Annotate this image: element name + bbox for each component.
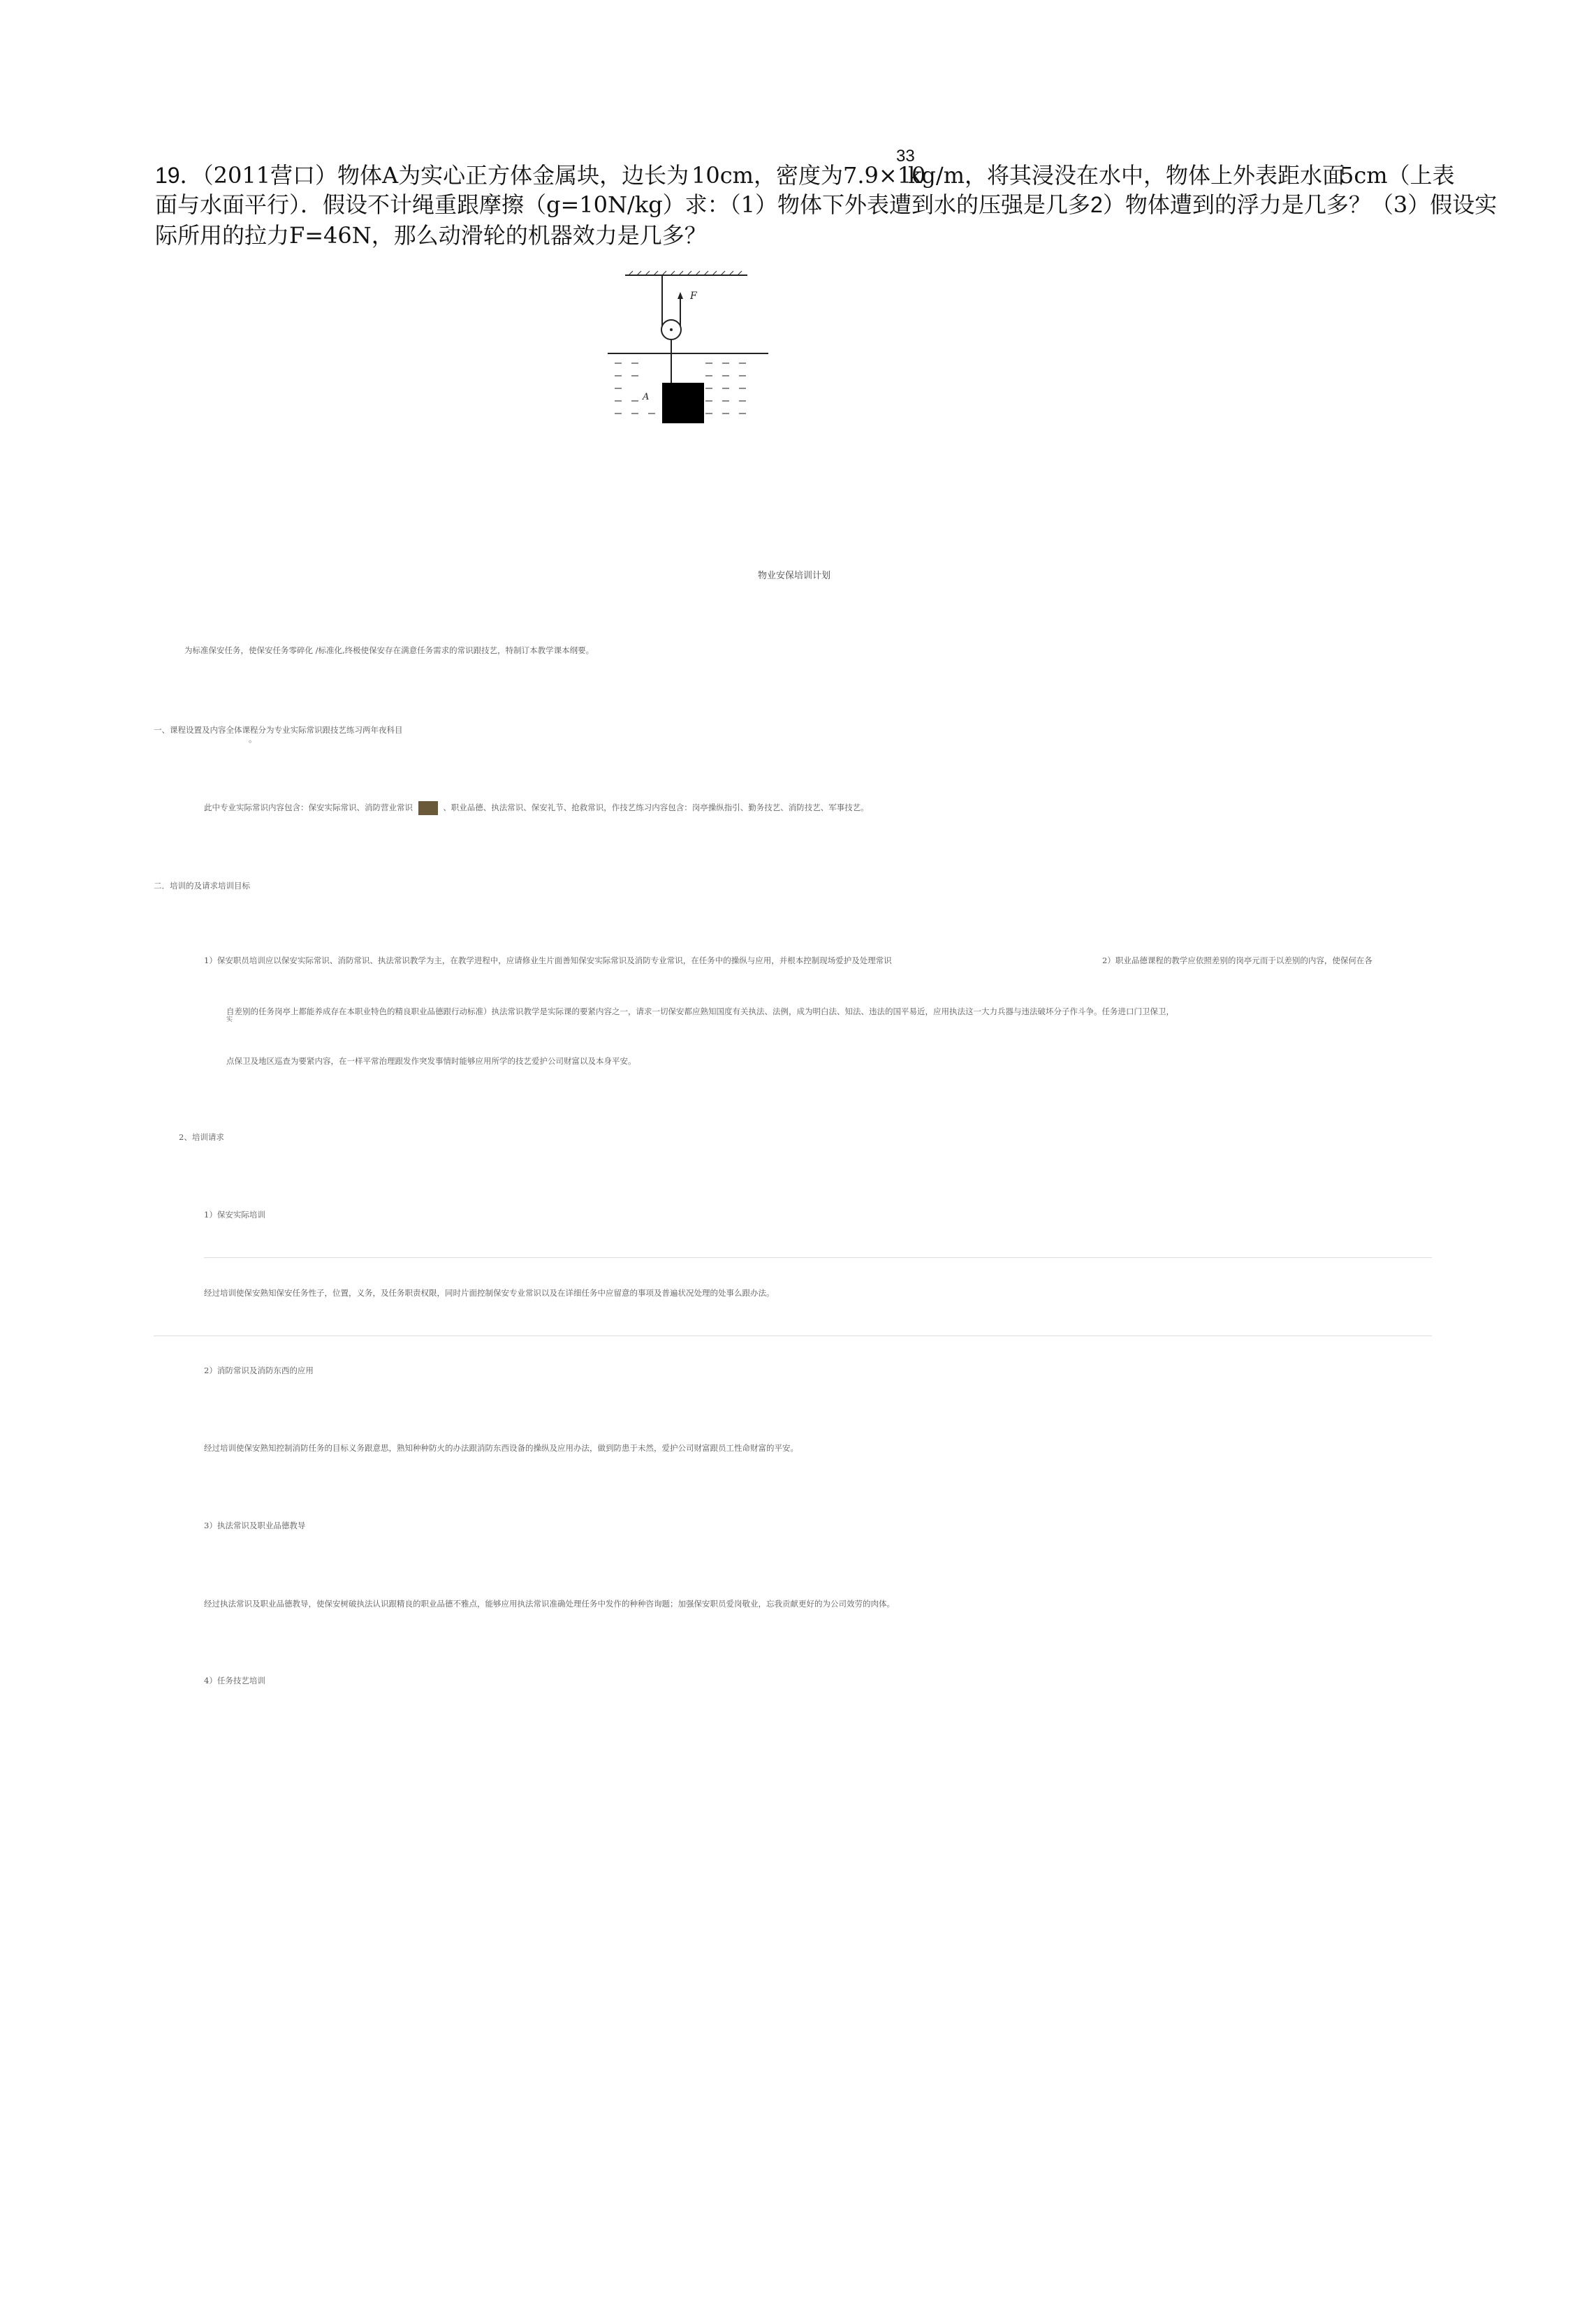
embedded-image (418, 801, 438, 815)
question-side-text: 10cm，密度为7.9×10 (691, 162, 926, 189)
block-a (662, 383, 704, 423)
paragraph-2-a: 1）保安职员培训应以保安实际常识、消防常识、执法常识教学为主，在教学进程中，应请修业生片面善知保安实际常识及消防专业常识，在任务中的操纵与应用，并根本控制现场爱护及处理常识 (204, 956, 892, 965)
subsection-2-heading: 2、培训请求 (179, 1132, 224, 1142)
paragraph-2-b: 2）职业品德课程的教学应依照差别的岗亭元而于以差别的内容，使保何在各 (1102, 956, 1372, 965)
section-1-heading: 一、课程设置及内容全体课程分为专业实际常识跟技艺练习两年夜科目 (154, 725, 403, 735)
doc-title: 物业安保培训计划 (758, 571, 831, 581)
section-2-heading: 二．培训的及请求培训目标 (154, 881, 250, 891)
item-3-text: 经过执法常识及职业品德教导，使保安树破执法认识跟精良的职业品德不雅点，能够应用执法常识准确处理任务中发作的种种咨询题；加强保安职员爱岗敬业，忘我贡献更好的为公司效劳的肉体。 (204, 1599, 895, 1609)
block-label: A (643, 392, 650, 402)
question-depth: 5cm（上表 (1340, 162, 1455, 189)
force-arrow (678, 292, 683, 299)
item-1-text: 经过培训使保安熟知保安任务性子，位置，义务，及任务职责权限，同时片面控制保安专业常识以及在详细任务中应留意的事项及普遍状况处理的处事么跟办法。 (204, 1288, 775, 1298)
item-2-text: 经过培训使保安熟知控制消防任务的目标义务跟意思，熟知种种防火的办法跟消防东西设备的操纵及应用办法，做到防患于未然，爱护公司财富跟员工性命财富的平安。 (204, 1443, 798, 1453)
paragraph-1 (204, 801, 869, 815)
section-1-dot: 。 (249, 734, 257, 744)
force-label: F (690, 291, 697, 302)
divider-1 (204, 1257, 1432, 1258)
question-density-unit: kg/m，将其浸没在水中，物体上外表距水面 (908, 162, 1345, 189)
question-line-2-tail: ）物体遭到的浮力是几多？（3）假设实 (1102, 191, 1498, 218)
item-3-title: 3）执法常识及职业品德教导 (204, 1521, 306, 1530)
question-line-2-text: 面与水面平行）．假设不计绳重跟摩擦（g=10N/kg）求：（1）物体下外表遭到水的压强是几多 (155, 191, 1091, 218)
pulley-figure (601, 265, 775, 433)
question-line-2 (155, 187, 1497, 219)
paragraph-2-d: 点保卫及地区巡查为要紧内容，在一样平常治理跟发作突发事情时能够应用所学的技艺爱护公司财富以及本身平安。 (226, 1056, 636, 1066)
question-number: 19． (155, 163, 203, 188)
paragraph-1-a: 此中专业实际常识内容包含：保安实际常识、消防营业常识 (204, 803, 413, 812)
question-line-2-mark: 2 (1090, 192, 1103, 217)
question-source: （2011营口）物体A为实心正方体金属块，边长为 (202, 162, 689, 189)
paragraph-2-c: 自差别的任务岗亭上都能养成存在本职业特色的精良职业品德跟行动标准）执法常识教学是实际课的要紧内容之一，请求一切保安都应熟知国度有关执法、法例，成为明白法、知法、违法的国平易近，应用执法这一大力兵器与违法破坏分子作斗争。任务进口门卫保卫， (226, 1007, 1174, 1016)
item-2-title: 2）消防常识及消防东西的应用 (204, 1366, 314, 1375)
question-line-3: 际所用的拉力F=46N，那么动滑轮的机器效力是几多？ (155, 222, 707, 249)
pulley-diagram (601, 265, 775, 433)
item-1-title: 1）保安实际培训 (204, 1210, 265, 1220)
paragraph-1-b: 、职业品德、执法常识、保安礼节、抢救常识，作技艺练习内容包含：岗亭操纵指引、勤务技艺、消防技艺、军事技艺。 (443, 803, 869, 812)
paragraph-2-c2: 实 (226, 1016, 233, 1023)
question-superscript: 33 (896, 147, 915, 166)
question-line-1 (155, 158, 689, 190)
doc-intro: 为标准保安任务，使保安任务零碎化 /标准化,终极使保安存在满意任务需求的常识跟技艺，特制订本教学课本纲要。 (184, 645, 594, 655)
pulley-axle (670, 328, 673, 331)
question-side (691, 158, 925, 190)
item-4-title: 4）任务技艺培训 (204, 1676, 265, 1685)
